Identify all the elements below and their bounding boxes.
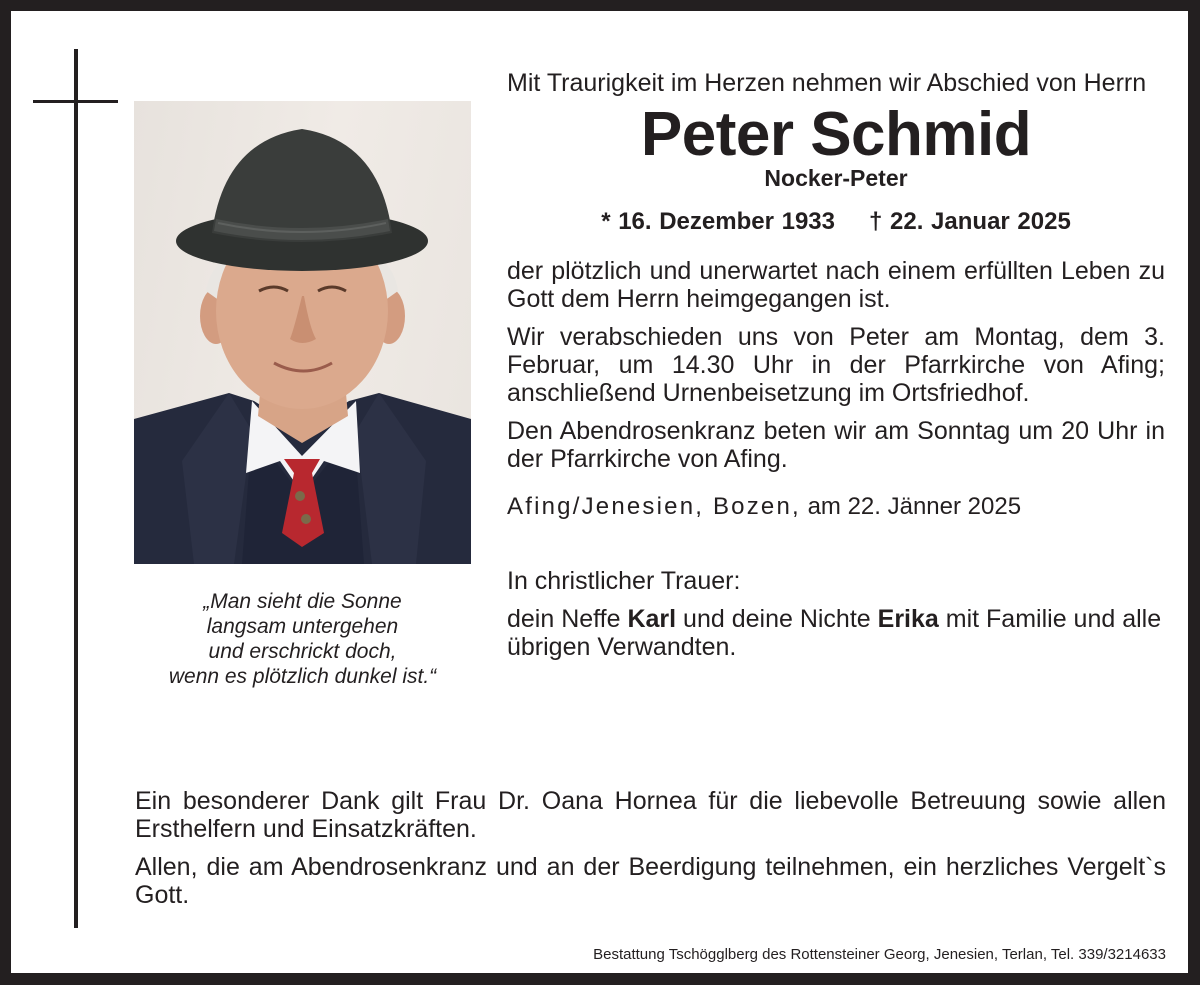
funeral-details-paragraph: Wir verabschieden uns von Peter am Montag, dem 3. Februar, um 14.30 Uhr in der Pfarrkirche von Afing; anschließend Urnenbeisetzung im Ortsfriedhof.: [507, 323, 1165, 407]
mourners-text: und deine Nichte: [676, 605, 878, 633]
passing-paragraph: der plötzlich und unerwartet nach einem erfüllten Leben zu Gott dem Herrn heimgegangen ist.: [507, 257, 1165, 313]
rosary-paragraph: Den Abendrosenkranz beten wir am Sonntag um 20 Uhr in der Pfarrkirche von Afing.: [507, 417, 1165, 473]
quote-line: langsam untergehen: [206, 615, 399, 638]
quote-line: und erschrickt doch,: [208, 640, 397, 663]
mourning-heading: In christlicher Trauer:: [507, 567, 741, 595]
birth-date: * 16. Dezember 1933: [601, 208, 835, 235]
death-date: † 22. Januar 2025: [869, 208, 1071, 235]
quote-line: „Man sieht die Sonne: [203, 590, 402, 613]
place-and-date: [507, 492, 1165, 522]
mourner-name-erika: Erika: [877, 605, 939, 633]
mourners-text: mit Familie und alle übrigen Verwandten.: [507, 605, 1162, 661]
mourners-text: dein Neffe: [507, 605, 628, 633]
thanks-doctor-paragraph: Ein besonderer Dank gilt Frau Dr. Oana Hornea für die liebevolle Betreuung sowie allen Ersthelfern und Einsatzkräften.: [135, 787, 1166, 843]
place-name: Afing/Jenesien, Bozen,: [507, 493, 801, 520]
mourners-list: [507, 605, 1165, 661]
life-dates: [507, 207, 1165, 237]
deceased-nickname: Nocker-Peter: [764, 165, 908, 191]
thanks-attendees-paragraph: Allen, die am Abendrosenkranz und an der Beerdigung teilnehmen, ein herzliches Vergelt`s Gott.: [135, 853, 1166, 909]
thanks-section: [135, 787, 1166, 909]
cross-vertical-bar: [74, 49, 78, 928]
cross-horizontal-bar: [33, 100, 118, 103]
quote-line: wenn es plötzlich dunkel ist.“: [168, 665, 437, 688]
announcement-date: am 22. Jänner 2025: [800, 493, 1022, 520]
intro-text: Mit Traurigkeit im Herzen nehmen wir Abschied von Herrn: [507, 69, 1147, 97]
mourner-name-karl: Karl: [627, 605, 677, 633]
funeral-home-credit: Bestattung Tschögglberg des Rottensteiner Georg, Jenesien, Terlan, Tel. 339/3214633: [593, 946, 1166, 963]
obituary-card: [11, 11, 1188, 973]
announcement-column: [507, 69, 1165, 661]
memorial-quote: [134, 589, 471, 689]
deceased-name: Peter Schmid: [640, 100, 1032, 169]
portrait-photo: [134, 101, 471, 564]
